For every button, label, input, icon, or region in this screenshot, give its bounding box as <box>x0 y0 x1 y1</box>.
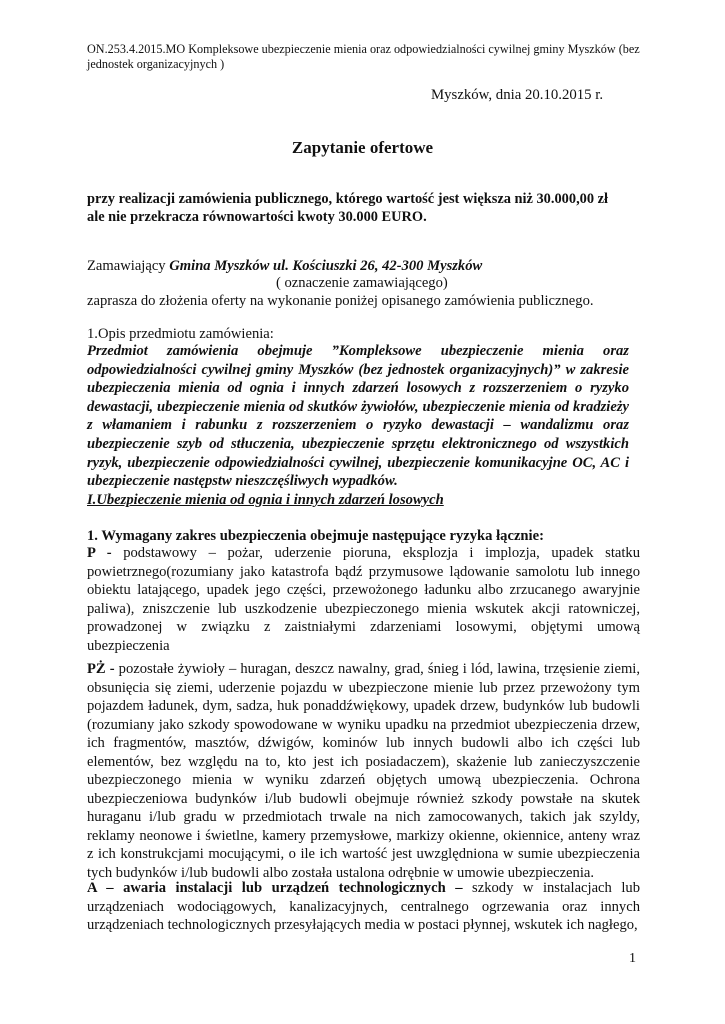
document-title: Zapytanie ofertowe <box>291 138 434 157</box>
ordering-party-name: Gmina Myszków ul. Kościuszki 26, 42-300 Myszków <box>169 258 483 274</box>
part-heading: I.Ubezpieczenie mienia od ognia i innych zdarzeń losowych <box>87 492 444 508</box>
risk-a-paragraph <box>87 879 640 935</box>
risk-a-text: szkody w instalacjach lub urządzeniach wodociągowych, kanalizacyjnych, centralnego ogrzewania oraz innych urządzeniach technologicznych przesyłających media w postaci płynnej, wskutek ich nagłego, <box>87 880 640 933</box>
subject-line-2: ale nie przekracza równowartości kwoty 30.000 EURO. <box>87 209 427 225</box>
ordering-party-prefix: Zamawiający <box>87 258 170 274</box>
risk-pz-text: pozostałe żywioły – huragan, deszcz nawalny, grad, śnieg i lód, lawina, trzęsienie ziemi, obsunięcia się ziemi, uderzenie pojazdu w ubezpieczone mienie lub przez przewożony tym pojazdem ładunek, dym, sadza, huk ponaddźwiękowy, upadek drzew, budynków lub budowli (rozumiany jako szkody spowodowane w wyniku upadku na przedmiot ubezpieczenia drzew, ich fragmentów, masztów, dźwigów, kominów lub innych budowli albo ich części lub elementów, bez względu na to, kto jest ich posiadaczem), skażenie lub zanieczyszczenie ubezpieczonego mienia w wyniku zdarzeń objętych umową ubezpieczenia. Ochrona ubezpieczeniowa budynków i/lub budowli obejmuje również szkody powstałe na skutek huraganu i/lub gradu w przedmiotach trwale na nich zamocowanych, takich jak szyldy, reklamy neonowe i świetlne, kamery przemysłowe, markizy okienne, okiennice, anteny wraz z ich konstrukcjami mocującymi, o ile ich wartość jest uwzględniona w sumie ubezpieczenia tych budynków i/lub budowli albo została ustalona odrębnie w umowie ubezpieczenia. <box>87 661 640 881</box>
risk-p-text: podstawowy – pożar, uderzenie pioruna, eksplozja i implozja, upadek statku powietrznego(rozumiany jako katastrofa bądź przymusowe lądowanie samolotu lub innego obiektu latającego, upadek jego części, przewożonego ładunku albo zrzucanego awaryjnie paliwa), zniszczenie lub uszkodzenie ubezpieczonego mienia wskutek akcji ratowniczej, prowadzonej w związku z zaistniałymi zdarzeniami losowymi, objętymi umową ubezpieczenia <box>87 545 641 654</box>
section-1-body: Przedmiot zamówienia obejmuje ”Kompleksowe ubezpieczenie mienia oraz odpowiedzialności cywilnej gminy Myszków (bez jednostek organizacyjnych)” w zakresie ubezpieczenia mienia od ognia i innych zdarzeń losowych z rozszerzeniem o ryzyko dewastacji, ubezpieczenie mienia od skutków żywiołów, ubezpieczenie mienia od kradzieży z włamaniem i rabunku z rozszerzeniem o ryzyko dewastacji – wandalizmu oraz ubezpieczenie szyb od stłuczenia, ubezpieczenie sprzętu elektronicznego od wszystkich ryzyk, ubezpieczenie odpowiedzialności cywilnej, ubezpieczenie komunikacyjne OC, AC i ubezpieczenie następstw nieszczęśliwych wypadków. <box>87 343 629 490</box>
subject-line-1: przy realizacji zamówienia publicznego, którego wartość jest większa niż 30.000,00 zł <box>87 191 609 207</box>
page-number: 1 <box>629 951 636 966</box>
section-1-heading: 1.Opis przedmiotu zamówienia: <box>87 326 274 342</box>
risk-pz-paragraph <box>87 660 640 882</box>
risk-p-paragraph <box>87 544 640 655</box>
date-line: Myszków, dnia 20.10.2015 r. <box>431 87 604 103</box>
risk-a-label: A – awaria instalacji lub urządzeń technologicznych – <box>87 880 473 896</box>
header-reference: ON.253.4.2015.MO Kompleksowe ubezpieczenie mienia oraz odpowiedzialności cywilnej gminy Myszków (bez jednostek organizacyjnych ) <box>87 42 640 71</box>
ordering-party-line <box>87 257 639 276</box>
risk-p-label: P - <box>87 545 124 561</box>
invitation-text: zaprasza do złożenia oferty na wykonanie poniżej opisanego zamówienia publicznego. <box>87 293 594 309</box>
subject-heading <box>87 190 647 226</box>
risk-heading: 1. Wymagany zakres ubezpieczenia obejmuje następujące ryzyka łącznie: <box>87 528 544 544</box>
ordering-party-note: ( oznaczenie zamawiającego) <box>276 275 448 291</box>
risk-pz-label: PŻ - <box>87 661 119 677</box>
